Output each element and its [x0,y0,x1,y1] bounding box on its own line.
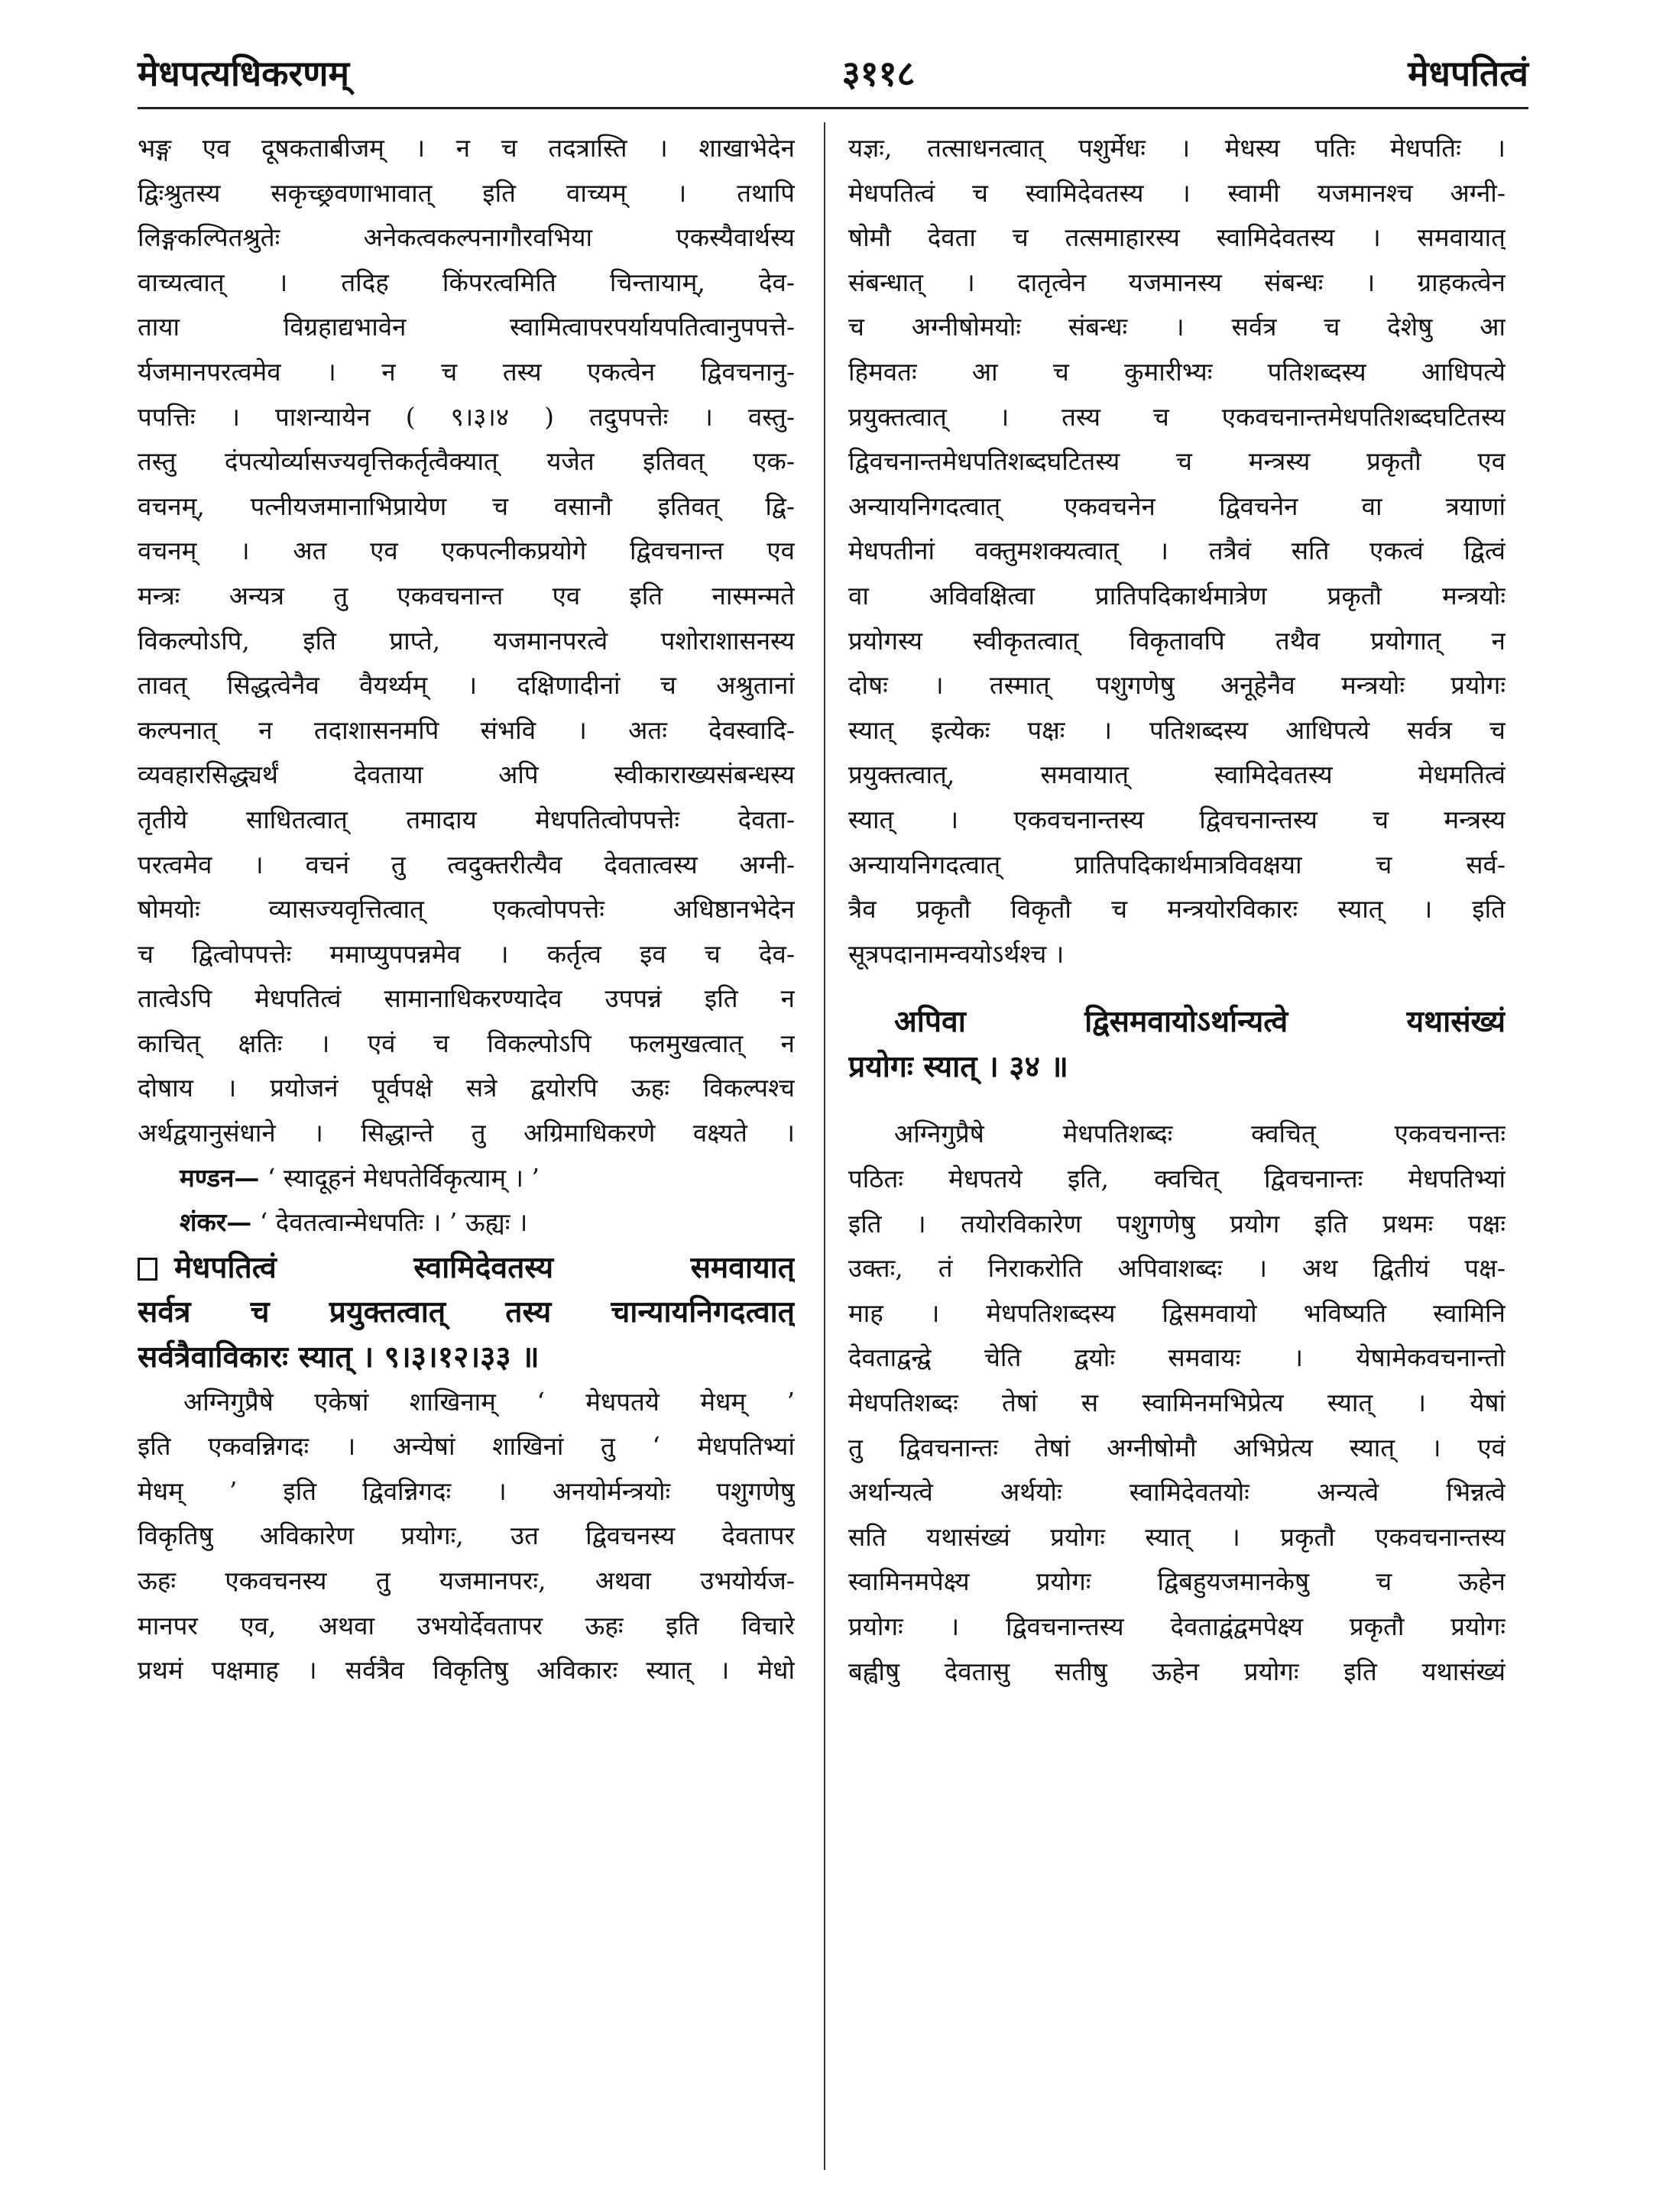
text-line: च द्वित्वोपपत्तेः ममाप्युपपन्नमेव । कर्तृत्व इव च देव- [138,938,795,969]
text-line: स्वामिनमपेक्ष्य प्रयोगः द्विबहुयजमानकेषु च ऊहेन [848,1566,1506,1597]
running-title-left: मेधपत्यधिकरणम् [138,53,350,94]
right-sutra [848,999,1506,1089]
text-line: स्यात् इत्येकः पक्षः । पतिशब्दस्य आधिपत्ये सर्वत्र च [848,714,1506,745]
text-line: काचित् क्षतिः । एवं च विकल्पोऽपि फलमुखत्वात् न [138,1028,795,1058]
shankara-quote [138,1200,795,1245]
sutra-line: सर्वत्र च प्रयुक्तत्वात् तस्य चान्यायनिगदत्वात् [138,1294,795,1330]
text-line: ताया विग्रहाद्यभावेन स्वामित्वापरपर्यायपतित्वानुपपत्ते- [138,312,795,342]
text-line: तात्वेऽपि मेधपतित्वं सामानाधिकरण्यादेव उपपन्नं इति न [138,983,795,1014]
left-commentary-paragraph-1 [138,126,795,1156]
text-line: विकृतिषु अविकारेण प्रयोगः, उत द्विवचनस्य देवतापर [138,1521,795,1551]
text-line: यज्ञः, तत्साधनत्वात् पशुर्मेधः । मेधस्य पतिः मेधपतिः । [848,133,1506,163]
text-line: अन्यायनिगदत्वात् एकवचनेन द्विवचनेन वा त्रयाणां [848,491,1506,521]
text-line: व्यवहारसिद्ध्यर्थं देवताया अपि स्वीकाराख्यसंबन्धस्य [138,759,795,790]
header-rule [138,107,1528,109]
text-line: त्रैव प्रकृतौ विकृतौ च मन्त्रयोरविकारः स्यात् । इति [848,894,1506,925]
left-sutra [138,1245,795,1380]
sutra-line [138,1245,795,1291]
text-line: स्यात् । एकवचनान्तस्य द्विवचनान्तस्य च मन्त्रस्य [848,804,1506,834]
text-line: अर्थान्यत्वे अर्थयोः स्वामिदेवतयोः अन्यत्वे भिन्नत्वे [848,1477,1506,1508]
text-line: प्रयुक्तत्वात्, समवायात् स्वामिदेवतस्य मेधमतित्वं [848,759,1506,790]
text-line: तु द्विवचनान्तः तेषां अग्नीषोमौ अभिप्रेत्य स्यात् । एवं [848,1432,1506,1462]
text-line: च अग्नीषोमयोः संबन्धः । सर्वत्र च देशेषु आ [848,312,1506,342]
text-line: दोषः । तस्मात् पशुगणेषु अनूहेनैव मन्त्रयोः प्रयोगः [848,670,1506,701]
shankara-text: ‘ देवतत्वान्मेधपतिः । ’ ऊह्यः । [259,1207,528,1238]
text-line: अर्थद्वयानुसंधाने । सिद्धान्ते तु अग्रिमाधिकरणे वक्ष्यते । [138,1118,795,1148]
text-line: वा अविवक्षित्वा प्रातिपदिकार्थमात्रेण प्रकृतौ मन्त्रयोः [848,580,1506,610]
sutra-marker-icon [138,1258,157,1281]
right-commentary-paragraph-2 [848,1112,1506,1694]
mandana-label: मण्डन— [180,1162,260,1193]
page-header [138,42,1528,103]
text-line: तस्तु दंपत्योर्व्यासज्यवृत्तिकर्तृत्वैक्यात् यजेत इतिवत् एक- [138,446,795,477]
text-line: सति यथासंख्यं प्रयोगः स्यात् । प्रकृतौ एकवचनान्तस्य [848,1521,1506,1552]
right-commentary-paragraph-1 [848,126,1506,976]
text-line: भङ्ग एव दूषकताबीजम् । न च तदत्रास्ति । शाखाभेदेन [138,133,795,163]
text-line: तृतीये साधितत्वात् तमादाय मेधपतित्वोपपत्तेः देवता- [138,804,795,834]
text-line: षोमयोः व्यासज्यवृत्तित्वात् एकत्वोपपत्तेः अधिष्ठानभेदेन [138,894,795,925]
text-line: इति । तयोरविकारेण पशुगणेषु प्रयोग इति प्रथमः पक्षः [848,1208,1506,1239]
left-commentary-paragraph-2 [138,1380,795,1693]
right-column [848,126,1506,1694]
running-title-right: मेधपतित्वं [1408,53,1528,94]
text-line: षोमौ देवता च तत्समाहारस्य स्वामिदेवतस्य । समवायात् [848,222,1506,253]
page-number: ३११८ [841,53,916,94]
text-line: मेधम् ’ इति द्विवन्निगदः । अनयोर्मन्त्रयोः पशुगणेषु [138,1475,795,1506]
sutra-line: अपिवा द्विसमवायोऽर्थान्यत्वे यथासंख्यं [894,1004,1506,1040]
text-line: पपत्तिः । पाशन्यायेन ( ९।३।४ ) तदुपपत्तेः । वस्तु- [138,401,795,432]
column-divider [824,122,825,2170]
text-line: प्रयुक्तत्वात् । तस्य च एकवचनान्तमेधपतिशब्दघटितस्य [848,401,1506,432]
text-line: मानपर एव, अथवा उभयोर्देवतापर ऊहः इति विचारे [138,1610,795,1640]
text-line: प्रयोगः । द्विवचनान्तस्य देवताद्वंद्वमपेक्ष्य प्रकृतौ प्रयोगः [848,1611,1506,1641]
text-line: अग्निगुप्रैषे मेधपतिशब्दः क्वचित् एकवचनान्तः [894,1119,1506,1149]
text-line: द्विवचनान्तमेधपतिशब्दघटितस्य च मन्त्रस्य प्रकृतौ एव [848,446,1506,477]
text-line: संबन्धात् । दातृत्वेन यजमानस्य संबन्धः । ग्राहकत्वेन [848,267,1506,297]
text-line: मेधपतीनां वक्तुमशक्यत्वात् । तत्रैवं सति एकत्वं द्वित्वं [848,536,1506,566]
text-line: पठितः मेधपतये इति, क्वचित् द्विवचनान्तः मेधपतिभ्यां [848,1164,1506,1194]
text-line: बह्वीषु देवतासु सतीषु ऊहेन प्रयोगः इति यथासंख्यं [848,1656,1506,1686]
mandana-text: ‘ स्यादूहनं मेधपतेर्विकृत्याम् । ’ [267,1162,540,1193]
text-line: सूत्रपदानामन्वयोऽर्थश्च । [848,938,1065,969]
text-line: र्यजमानपरत्वमेव । न च तस्य एकत्वेन द्विवचनानु- [138,356,795,387]
text-line: विकल्पोऽपि, इति प्राप्ते, यजमानपरत्वे पशोराशासनस्य [138,625,795,656]
text-line: प्रयोगस्य स्वीकृतत्वात् विकृतावपि तथैव प्रयोगात् न [848,625,1506,656]
text-line: इति एकवन्निगदः । अन्येषां शाखिनां तु ‘ मेधपतिभ्यां [138,1431,795,1462]
left-column [138,126,795,1693]
text-line: उक्तः, तं निराकरोति अपिवाशब्दः । अथ द्वितीयं पक्ष- [848,1253,1506,1284]
sutra-line: सर्वत्रैवाविकारः स्यात् । ९।३।१२।३३ ॥ [138,1339,540,1375]
spacer [848,1089,1506,1112]
text-line: माह । मेधपतिशब्दस्य द्विसमवायो भविष्यति स्वामिनि [848,1297,1506,1328]
text-line: हिमवतः आ च कुमारीभ्यः पतिशब्दस्य आधिपत्ये [848,356,1506,387]
text-line: वचनम् । अत एव एकपत्नीकप्रयोगे द्विवचनान्त एव [138,536,795,566]
mandana-quote [138,1156,795,1201]
text-line: मेधपतित्वं च स्वामिदेवतस्य । स्वामी यजमानश्च अग्नी- [848,177,1506,208]
text-line: अन्यायनिगदत्वात् प्रातिपदिकार्थमात्रविवक्षया च सर्व- [848,849,1506,879]
spacer [848,976,1506,999]
text-line: मेधपतिशब्दः तेषां स स्वामिनमभिप्रेत्य स्यात् । येषां [848,1388,1506,1418]
text-line: अग्निगुप्रैषे एकेषां शाखिनाम् ‘ मेधपतये मेधम् ’ [183,1386,795,1417]
text-line: वचनम्, पत्नीयजमानाभिप्रायेण च वसानौ इतिवत् द्वि- [138,491,795,521]
text-line: वाच्यत्वात् । तदिह किंपरत्वमिति चिन्तायाम्, देव- [138,267,795,297]
text-line: तावत् सिद्धत्वेनैव वैयर्थ्यम् । दक्षिणादीनां च अश्रुतानां [138,670,795,701]
text-line: प्रथमं पक्षमाह । सर्वत्रैव विकृतिषु अविकारः स्यात् । मेधो [138,1655,795,1686]
text-line: ऊहः एकवचनस्य तु यजमानपरः, अथवा उभयोर्यज- [138,1566,795,1595]
text-line: दोषाय । प्रयोजनं पूर्वपक्षे सत्रे द्वयोरपि ऊहः विकल्पश्च [138,1073,795,1103]
text-line: कल्पनात् न तदाशासनमपि संभवि । अतः देवस्वादि- [138,714,795,745]
text-line: देवताद्वन्द्वे चेति द्वयोः समवायः । येषामेकवचनान्तो [848,1342,1506,1373]
sutra-line: प्रयोगः स्यात् । ३४ ॥ [848,1048,1068,1084]
text-line: मन्त्रः अन्यत्र तु एकवचनान्त एव इति नास्मन्मते [138,580,795,610]
shankara-label: शंकर— [180,1207,252,1238]
text-line: लिङ्गकल्पितश्रुतेः अनेकत्वकल्पनागौरवभिया एकस्यैवार्थस्य [138,222,795,253]
sutra-text: मेधपतित्वं स्वामिदेवतस्य समवायात् [174,1249,795,1285]
text-line: द्विःश्रुतस्य सकृच्छ्रवणाभावात् इति वाच्यम् । तथापि [138,177,795,208]
text-line: परत्वमेव । वचनं तु त्वदुक्तरीत्यैव देवतात्वस्य अग्नी- [138,849,795,879]
